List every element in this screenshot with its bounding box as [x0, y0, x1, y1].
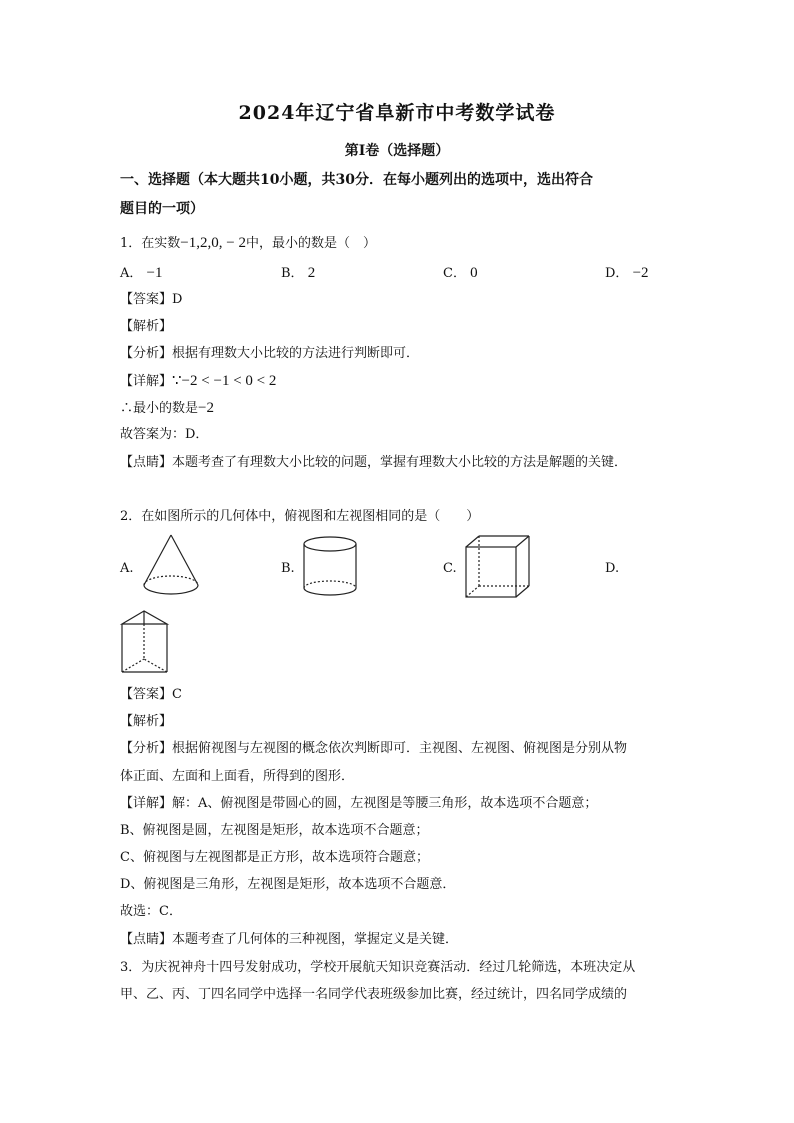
cone-figure — [142, 534, 202, 596]
q1-stem-suffix: 中，最小的数是（ ） — [245, 236, 376, 251]
option-label: D． — [605, 266, 629, 281]
option-value: −2 — [632, 265, 649, 281]
dianjing-text: 本题考查了几何体的三种视图，掌握定义是关键． — [172, 932, 459, 947]
option-label: C． — [443, 266, 466, 281]
q3-stem-line1: 3．为庆祝神舟十四号发射成功，学校开展航天知识竞赛活动．经过几轮筛选，本班决定从 — [120, 960, 636, 975]
option-label: A． — [120, 266, 143, 281]
q2-fenxi-line1 — [120, 740, 627, 758]
q2-dianjing — [120, 931, 458, 949]
cube-figure — [465, 535, 531, 599]
triangular-prism-figure — [120, 610, 170, 674]
q2-line-b: B、俯视图是圆，左视图是矩形，故本选项不合题意； — [120, 823, 429, 838]
q1-fenxi — [120, 345, 419, 363]
fenxi-tag: 【分析】 — [120, 741, 173, 756]
q1-option-d — [605, 264, 649, 283]
q1-jiexi: 【解析】 — [120, 319, 173, 334]
xiangjie-tag: 【详解】 — [120, 796, 173, 811]
q2-conclusion: 故选：C． — [120, 904, 182, 919]
q2-answer — [120, 686, 182, 704]
q2-option-d-label: D. — [605, 561, 620, 576]
option-label: B． — [281, 266, 304, 281]
xiangjie-text: 解：A、俯视图是带圆心的圆，左视图是等腰三角形，故本选项不合题意； — [172, 796, 598, 811]
dianjing-text: 本题考查了有理数大小比较的问题，掌握有理数大小比较的方法是解题的关键． — [172, 455, 628, 470]
q1-dianjing — [120, 454, 627, 472]
q1-xiangjie — [120, 372, 276, 391]
cylinder-figure — [303, 536, 359, 598]
q2-option-c-label: C. — [443, 561, 457, 576]
q1-stem-prefix: 1．在实数 — [120, 236, 181, 251]
q1-option-c — [443, 264, 478, 283]
q1-stem — [120, 234, 376, 253]
q2-option-b-label: B. — [281, 561, 295, 576]
part-title: 第I卷（选择题） — [344, 143, 450, 159]
answer-value: C — [172, 687, 182, 702]
q1-conclusion: 故答案为：D． — [120, 427, 209, 442]
q2-stem: 2．在如图所示的几何体中，俯视图和左视图相同的是（ ） — [120, 509, 480, 524]
q1-option-a — [120, 264, 163, 283]
q2-option-a-label: A. — [120, 561, 134, 576]
xiangjie-math: ∵−2 < −1 < 0 < 2 — [172, 373, 277, 389]
dianjing-tag: 【点睛】 — [120, 932, 173, 947]
option-value: 2 — [307, 265, 316, 281]
q3-stem-line2: 甲、乙、丙、丁四名同学中选择一名同学代表班级参加比赛，经过统计，四名同学成绩的 — [120, 987, 628, 1002]
fenxi-tag: 【分析】 — [120, 346, 173, 361]
q1-answer — [120, 291, 182, 309]
xiangjie-tag: 【详解】 — [120, 374, 173, 389]
fenxi-text: 根据有理数大小比较的方法进行判断即可． — [172, 346, 420, 361]
q1-therefore — [120, 399, 214, 418]
q2-fenxi-line2: 体正面、左面和上面看，所得到的图形． — [120, 769, 355, 784]
q1-option-b — [281, 264, 315, 283]
answer-tag: 【答案】 — [120, 292, 173, 307]
option-value: 0 — [470, 265, 478, 281]
q1-stem-math: −1,2,0, − 2 — [180, 235, 246, 251]
page-title: 2024年辽宁省阜新市中考数学试卷 — [238, 102, 556, 124]
therefore-math: −2 — [198, 400, 214, 416]
fenxi-text: 根据俯视图与左视图的概念依次判断即可．主视图、左视图、俯视图是分别从物 — [172, 741, 628, 756]
dianjing-tag: 【点睛】 — [120, 455, 173, 470]
q2-xiangjie — [120, 795, 597, 813]
q2-jiexi: 【解析】 — [120, 714, 173, 729]
section-heading-line2: 题目的一项） — [120, 201, 204, 217]
therefore-text: ∴最小的数是 — [120, 401, 199, 416]
option-value: −1 — [146, 265, 163, 281]
q2-line-c: C、俯视图与左视图都是正方形，故本选项符合题意； — [120, 850, 429, 865]
answer-value: D — [172, 292, 183, 307]
answer-tag: 【答案】 — [120, 687, 173, 702]
q2-line-d: D、俯视图是三角形，左视图是矩形，故本选项不合题意． — [120, 877, 456, 892]
section-heading-line1: 一、选择题（本大题共10小题，共30分．在每小题列出的选项中，选出符合 — [120, 172, 593, 188]
